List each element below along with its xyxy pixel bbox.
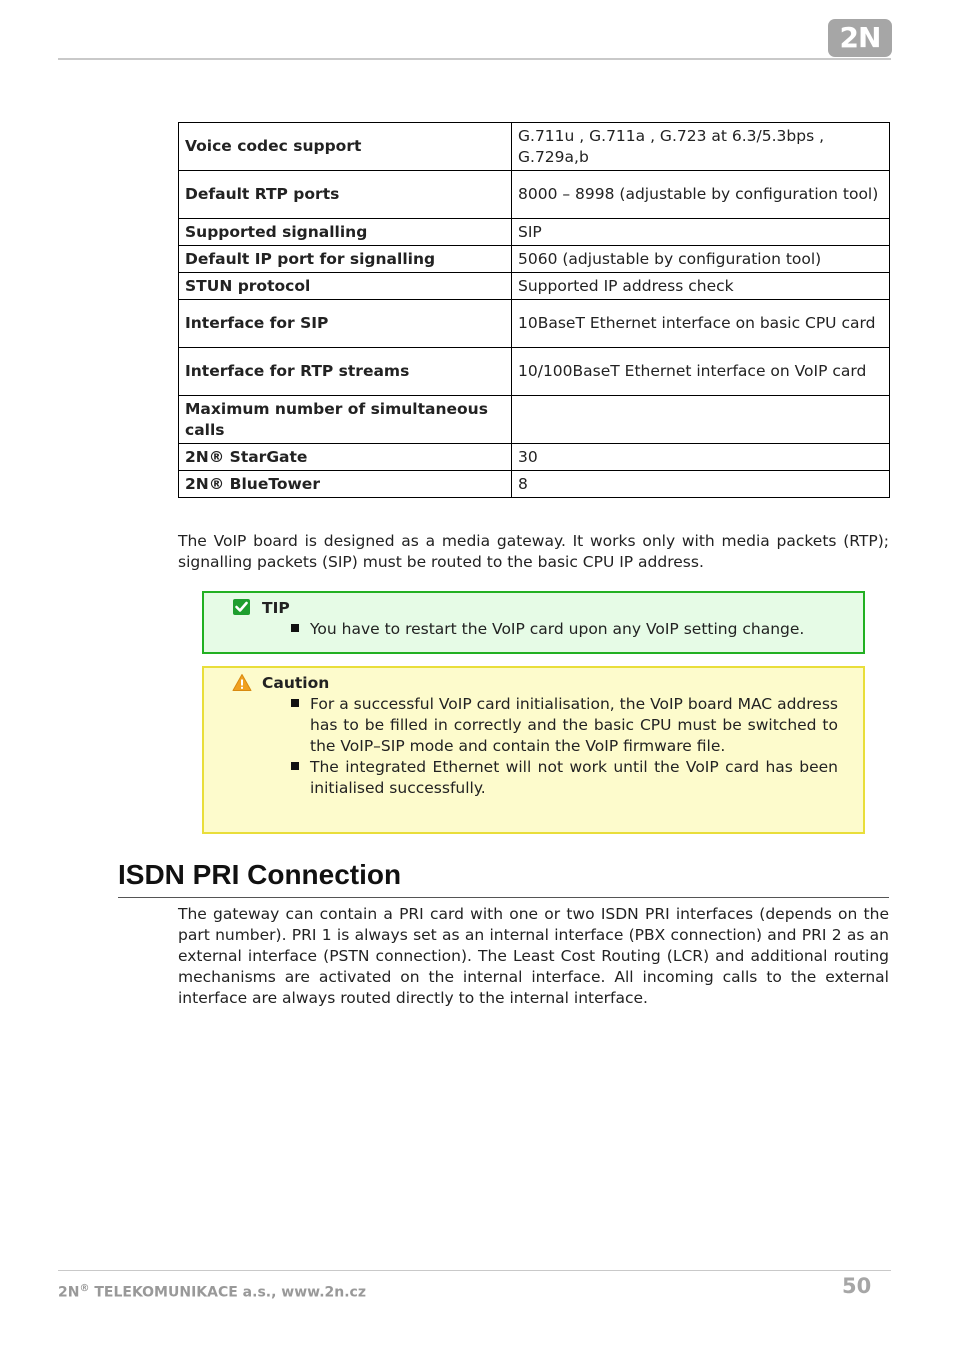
table-row-label: STUN protocol xyxy=(179,273,512,300)
table-row-label: 2N® StarGate xyxy=(179,444,512,471)
table-row-label: Supported signalling xyxy=(179,219,512,246)
list-item-text: The integrated Ethernet will not work until the VoIP card has been initialised successfully. xyxy=(310,758,838,797)
list-item xyxy=(290,694,838,757)
table-row-value: 10/100BaseT Ethernet interface on VoIP card xyxy=(512,348,890,396)
footer-company-text: TELEKOMUNIKACE a.s., www.2n.cz xyxy=(89,1284,366,1301)
section-heading: ISDN PRI Connection xyxy=(118,859,402,890)
table-row xyxy=(179,273,890,300)
table-row xyxy=(179,348,890,396)
table-row-value: 5060 (adjustable by configuration tool) xyxy=(512,246,890,273)
tip-list xyxy=(290,619,838,640)
bullet-icon xyxy=(291,624,299,632)
bullet-icon xyxy=(291,699,299,707)
table-row-label: 2N® BlueTower xyxy=(179,471,512,498)
spec-table xyxy=(178,122,890,498)
table-row xyxy=(179,171,890,219)
table-row-label: Maximum number of simultaneous calls xyxy=(179,396,512,444)
page-number: 50 xyxy=(842,1274,872,1298)
table-row-label: Interface for SIP xyxy=(179,300,512,348)
table-row-value: 30 xyxy=(512,444,890,471)
table-row-value: 8000 – 8998 (adjustable by configuration tool) xyxy=(512,171,890,219)
check-icon xyxy=(232,598,252,618)
header-rule xyxy=(58,58,891,60)
table-row-value: G.711u , G.711a , G.723 at 6.3/5.3bps , G.729a,b xyxy=(512,123,890,171)
list-item-text: You have to restart the VoIP card upon any VoIP setting change. xyxy=(310,620,805,638)
table-row xyxy=(179,123,890,171)
section-paragraph: The gateway can contain a PRI card with one or two ISDN PRI interfaces (depends on the part number). PRI 1 is always set as an internal interface (PBX connection) and PRI 2 as an external interface (PSTN connection). The Least Cost Routing (LCR) and additional routing mechanisms are activated on the internal interface. All incoming calls to the external interface are always routed directly to the internal interface. xyxy=(178,905,889,1007)
table-row-label: Interface for RTP streams xyxy=(179,348,512,396)
table-row-value: Supported IP address check xyxy=(512,273,890,300)
table-row-value: 10BaseT Ethernet interface on basic CPU card xyxy=(512,300,890,348)
body-paragraph: The VoIP board is designed as a media gateway. It works only with media packets (RTP); signalling packets (SIP) must be routed to the basic CPU IP address. xyxy=(178,532,889,571)
tip-box xyxy=(202,591,865,654)
warning-icon xyxy=(232,673,252,693)
table-row-value: SIP xyxy=(512,219,890,246)
bullet-icon xyxy=(291,762,299,770)
tip-title: TIP xyxy=(262,599,290,617)
table-row-label: Voice codec support xyxy=(179,123,512,171)
table-row xyxy=(179,471,890,498)
footer-company xyxy=(58,1279,366,1303)
table-row xyxy=(179,396,890,444)
caution-box xyxy=(202,666,865,834)
2n-logo: 2N xyxy=(828,19,892,57)
caution-title: Caution xyxy=(262,674,330,692)
footer-brand: 2N xyxy=(58,1284,80,1301)
table-row-label: Default IP port for signalling xyxy=(179,246,512,273)
table-row-label: Default RTP ports xyxy=(179,171,512,219)
registered-mark: ® xyxy=(79,1283,90,1294)
caution-list xyxy=(290,694,838,799)
table-row xyxy=(179,246,890,273)
list-item xyxy=(290,619,838,640)
list-item xyxy=(290,757,838,799)
footer-rule xyxy=(58,1270,891,1271)
table-row xyxy=(179,444,890,471)
table-row-value: 8 xyxy=(512,471,890,498)
list-item-text: For a successful VoIP card initialisation, the VoIP board MAC address has to be filled in correctly and the basic CPU must be switched to the VoIP–SIP mode and contain the VoIP firmware file. xyxy=(310,695,838,755)
table-row xyxy=(179,219,890,246)
table-row-value xyxy=(512,396,890,444)
table-row xyxy=(179,300,890,348)
heading-rule xyxy=(118,897,889,898)
